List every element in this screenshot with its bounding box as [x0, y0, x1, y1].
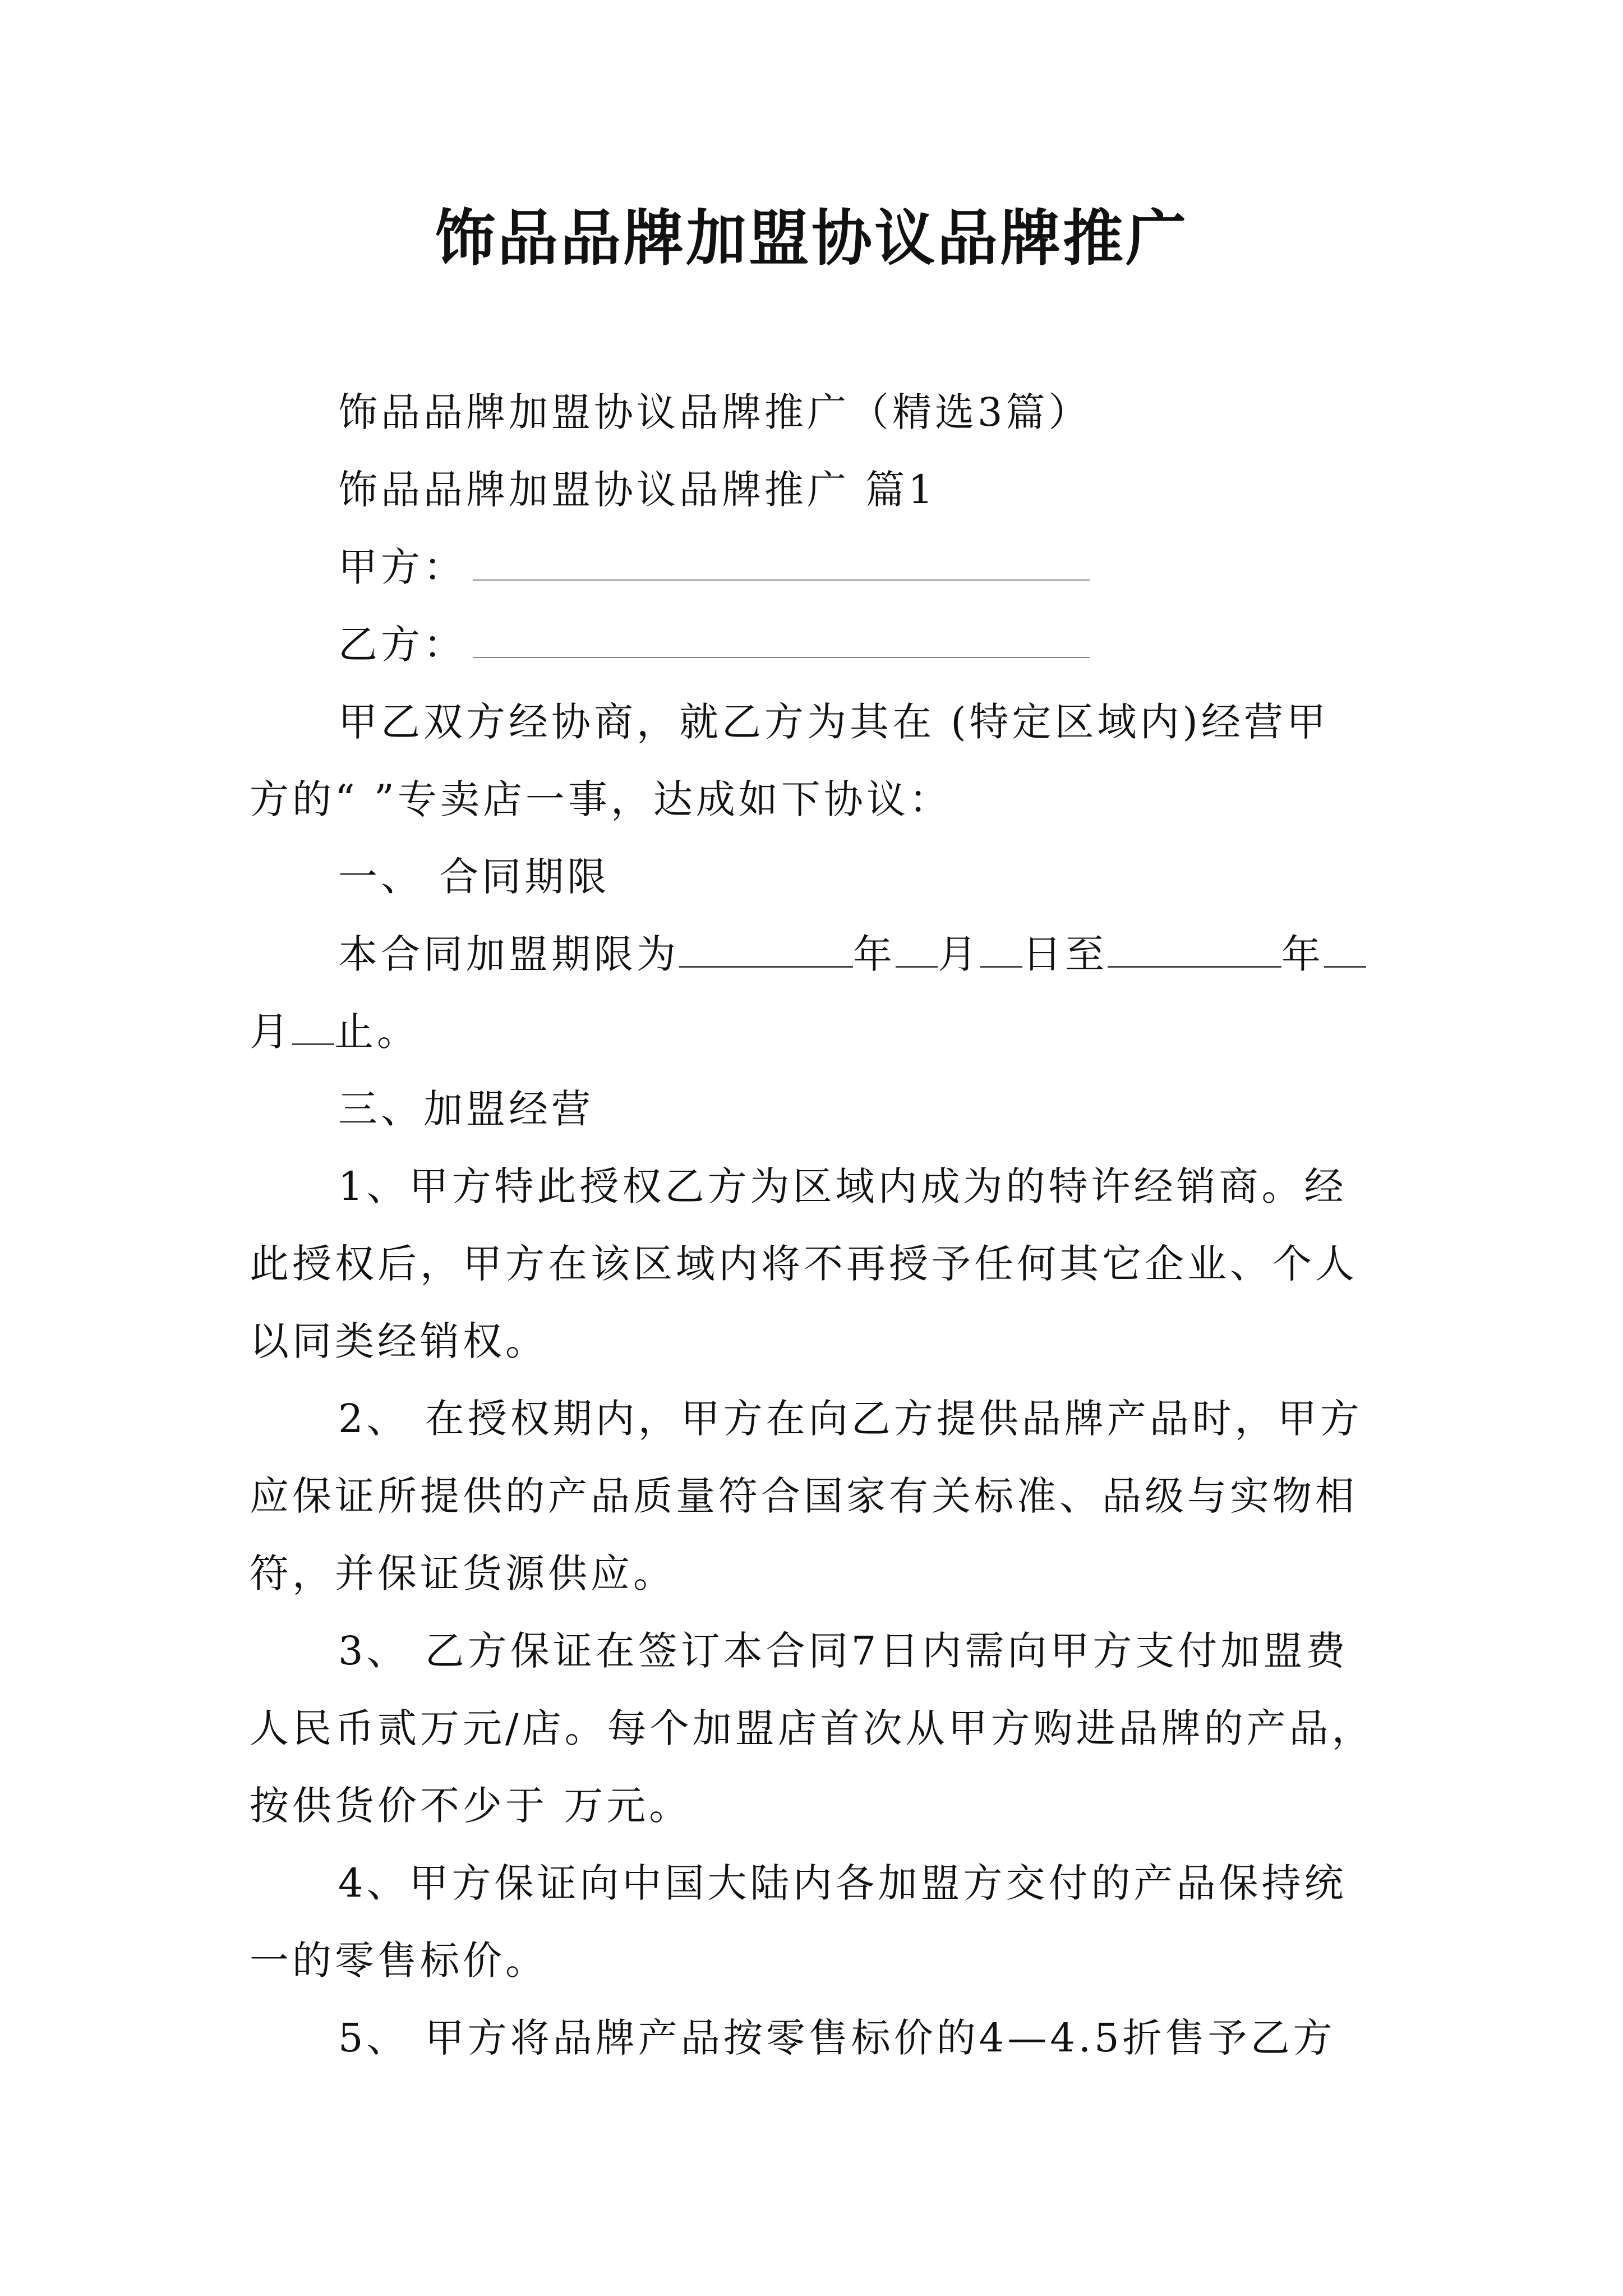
item-1-line-2: 此授权后，甲方在该区域内将不再授予任何其它企业、个人: [250, 1241, 1358, 1287]
party-b-label: 乙方：: [338, 622, 466, 668]
term-text: 本合同加盟期限为: [338, 931, 679, 977]
item-3-line-2: 人民币贰万元/店。每个加盟店首次从甲方购进品牌的产品，: [250, 1705, 1375, 1751]
month-label-2: 月: [250, 1009, 292, 1055]
clause3-heading: 三、加盟经营: [338, 1086, 594, 1132]
party-a-label: 甲方：: [338, 544, 466, 590]
item-2-line-1: 2、 在授权期内，甲方在向乙方提供品牌产品时，甲方: [338, 1396, 1363, 1442]
month-blank-1: [896, 931, 938, 968]
intro-line-2: 方的“ ”专卖店一事，达成如下协议：: [250, 776, 952, 822]
item-1-line-1: 1、甲方特此授权乙方为区域内成为的特许经销商。经: [338, 1163, 1347, 1209]
item-1-line-3: 以同类经销权。: [250, 1318, 548, 1364]
item-2-line-2: 应保证所提供的产品质量符合国家有关标准、品级与实物相: [250, 1473, 1358, 1519]
clause1-heading: 一、 合同期限: [338, 854, 610, 900]
document-title: 饰品品牌加盟协议品牌推广: [434, 203, 1188, 274]
day-blank-1: [980, 931, 1022, 968]
month-blank-2: [1324, 931, 1366, 968]
section-heading: 饰品品牌加盟协议品牌推广 篇1: [338, 467, 937, 513]
intro-line-1: 甲乙双方经协商，就乙方为其在 (特定区域内)经营甲: [338, 699, 1329, 745]
subtitle: 饰品品牌加盟协议品牌推广（精选3篇）: [338, 389, 1091, 435]
party-b-line: [338, 619, 1393, 670]
year-blank-1: [679, 931, 853, 968]
item-3-line-3: 按供货价不少于 万元。: [250, 1783, 692, 1829]
year-label-1: 年: [853, 931, 896, 977]
term-line-1: [338, 929, 1393, 979]
term-line-2: [250, 1006, 1388, 1057]
year-label-2: 年: [1281, 931, 1324, 977]
day-blank-2: [292, 1009, 334, 1045]
year-blank-2: [1108, 931, 1281, 968]
item-5-line-1: 5、 甲方将品牌产品按零售标价的4—4.5折售予乙方: [338, 2015, 1336, 2061]
item-2-line-3: 符，并保证货源供应。: [250, 1550, 676, 1596]
day-to-label: 日至: [1022, 931, 1108, 977]
item-4-line-1: 4、甲方保证向中国大陆内各加盟方交付的产品保持统: [338, 1860, 1347, 1906]
party-a-blank: [473, 545, 1090, 581]
item-3-line-1: 3、 乙方保证在签订本合同7日内需向甲方支付加盟费: [338, 1628, 1349, 1674]
month-label-1: 月: [938, 931, 980, 977]
party-b-blank: [473, 622, 1090, 658]
item-4-line-2: 一的零售标价。: [250, 1938, 548, 1984]
party-a-line: [338, 542, 1393, 592]
term-end: 止。: [334, 1009, 419, 1055]
